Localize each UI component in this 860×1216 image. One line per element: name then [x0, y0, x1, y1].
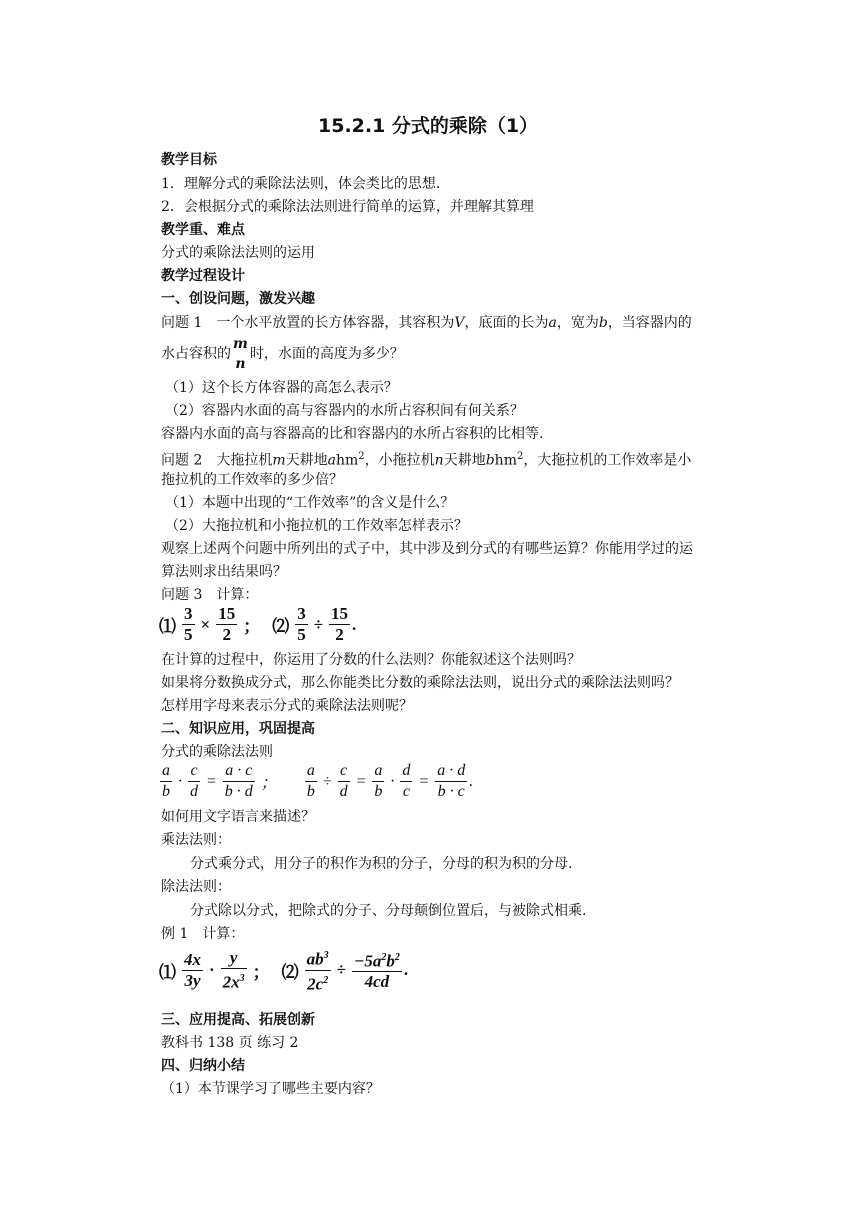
- fraction-15-2: $\frac{15}{2}$: [218, 604, 236, 644]
- exponent-2b: 2: [516, 451, 524, 462]
- rule-heading: 分式的乘除法法则: [161, 744, 273, 760]
- fraction-4x-3y: $\frac{4x}{3y}$: [184, 949, 201, 990]
- unit-hm-2: hm: [494, 452, 517, 469]
- section-1-heading: 一、创设问题，激发兴趣: [161, 291, 315, 307]
- fraction-m-over-n: m n: [233, 336, 248, 372]
- problem-3-expressions: ⑴ $\frac{3}{5}$ × $\frac{15}{2}$ ； ⑵ $\frac{3}{5}$ ÷ $\frac{15}{2}$ .: [159, 604, 357, 644]
- fraction-ab3-2c2: $\frac{ab^3}{2c^2}$: [305, 946, 331, 994]
- divide-rule-label: 除法法则：: [161, 879, 231, 895]
- question-2-1: （1）本题中出现的“工作效率”的含义是什么？: [165, 495, 455, 511]
- question-1-1: （1）这个长方体容器的高怎么表示？: [165, 380, 398, 396]
- problem-1-line-1: [161, 313, 692, 333]
- fraction-c-d-2: $\frac{c}{d}$: [339, 762, 348, 800]
- problem-2-text-e: ，大拖拉机的工作效率是小: [523, 452, 692, 469]
- problem-1-text-e: 水占容积的: [161, 346, 231, 362]
- problem-2-text-c: ，小拖拉机: [364, 452, 435, 469]
- var-b2: b: [485, 452, 495, 469]
- fraction-y-2x3: $\frac{y}{2x^3}$: [222, 947, 245, 992]
- problem-2-text-b: 天耕地: [285, 452, 328, 469]
- var-m: m: [272, 452, 286, 469]
- divide-rule-text: 分式除以分式，把除式的分子、分母颠倒位置后，与被除式相乘.: [190, 903, 587, 919]
- section-4-heading: 四、归纳小结: [161, 1058, 245, 1074]
- var-v: V: [454, 315, 465, 331]
- key-points-text: 分式的乘除法法则的运用: [161, 245, 315, 261]
- heading-key-points: 教学重、难点: [161, 222, 245, 238]
- reflection-line-2: 如果将分数换成分式，那么你能类比分数的乘除法法则，说出分式的乘除法法则吗？: [161, 675, 679, 691]
- problem-1-text-f: 时，水面的高度为多少？: [249, 346, 404, 362]
- problem-1-line-2: [161, 334, 404, 374]
- question-1-2: （2）容器内水面的高与容器内的水所占容积间有何关系？: [165, 403, 524, 419]
- problem-2-text-d: 天耕地: [443, 452, 486, 469]
- fraction-a-b-3: $\frac{a}{b}$: [374, 762, 383, 800]
- example-1-expressions: ⑴ $\frac{4x}{3y}$ · $\frac{y}{2x^3}$ ； ⑵ $\frac{ab^3}{2c^2}$ ÷ $\frac{-5a^2b^2}{4cd}$ .: [159, 947, 409, 994]
- var-n: n: [434, 452, 444, 469]
- fraction-c-d: $\frac{c}{d}$: [190, 762, 198, 800]
- problem-2-text-a: 问题 2 大拖拉机: [161, 452, 273, 469]
- reflection-line-1: 在计算的过程中，你运用了分数的什么法则？你能叙述这个法则吗？: [161, 652, 581, 668]
- example-1-heading: 例 1 计算：: [161, 926, 245, 942]
- unit-hm-1: hm: [336, 452, 359, 469]
- fraction-ad-bc: $\frac{a \cdot d}{b \cdot c}$: [437, 762, 466, 800]
- describe-question: 如何用文字语言来描述？: [161, 809, 315, 825]
- var-a2: a: [327, 452, 336, 469]
- problem-1-text-c: ，宽为: [556, 315, 599, 331]
- textbook-reference: 教科书 138 页 练习 2: [161, 1035, 299, 1051]
- problem-1-text-d: ，当容器内的: [607, 315, 692, 331]
- answer-1: 容器内水面的高与容器高的比和容器内的水所占容积的比相等.: [161, 426, 544, 442]
- problem-1-text-a: 问题 1 一个水平放置的长方体容器，其容积为: [161, 315, 455, 331]
- fraction-a-b-2: $\frac{a}{b}$: [306, 762, 315, 800]
- multiply-rule-text: 分式乘分式，用分子的积作为积的分子，分母的积为积的分母.: [190, 856, 573, 872]
- fraction-d-c: $\frac{d}{c}$: [402, 762, 411, 800]
- page-title: 15.2.1 分式的乘除（1）: [318, 115, 539, 137]
- heading-objectives: 教学目标: [161, 152, 217, 168]
- section-3-heading: 三、应用提高、拓展创新: [161, 1012, 315, 1028]
- multiply-rule-label: 乘法法则：: [161, 832, 231, 848]
- reflection-line-3: 怎样用字母来表示分式的乘除法法则呢？: [161, 698, 413, 714]
- fraction-neg5a2b2-4cd: $\frac{-5a^2b^2}{4cd}$: [352, 948, 402, 993]
- question-2-2: （2）大拖拉机和小拖拉机的工作效率怎样表示？: [165, 518, 468, 534]
- problem-1-text-b: ，底面的长为: [464, 315, 549, 331]
- section-2-heading: 二、知识应用，巩固提高: [161, 721, 315, 737]
- fraction-ac-bd: $\frac{a \cdot c}{b \cdot d}$: [224, 762, 253, 800]
- objective-1: 1．理解分式的乘除法法则，体会类比的思想.: [161, 176, 441, 192]
- observe-line-1: 观察上述两个问题中所列出的式子中，其中涉及到分式的有哪些运算？你能用学过的运: [161, 541, 693, 557]
- var-a: a: [548, 315, 557, 331]
- fraction-3-5b: $\frac{3}{5}$: [297, 604, 306, 644]
- fraction-a-b: $\frac{a}{b}$: [162, 762, 170, 800]
- fraction-3-5: $\frac{3}{5}$: [184, 604, 193, 644]
- var-b: b: [598, 315, 608, 331]
- observe-line-2: 算法则求出结果吗？: [161, 564, 287, 580]
- problem-2-line-2: 拖拉机的工作效率的多少倍？: [161, 472, 343, 488]
- objective-2: 2．会根据分式的乘除法法则进行简单的运算，并理解其算理: [161, 199, 534, 215]
- problem-2-line-1: [161, 447, 691, 471]
- heading-process: 教学过程设计: [161, 268, 245, 284]
- summary-question-1: （1）本节课学习了哪些主要内容？: [161, 1081, 380, 1097]
- problem-3-heading: 问题 3 计算：: [161, 587, 259, 603]
- fraction-15-2b: $\frac{15}{2}$: [331, 604, 349, 644]
- rule-formula: $\frac{a}{b}$ · $\frac{c}{d}$ = $\frac{a \cdot c}{b \cdot d}$ ； $\frac{a}{b}$ ÷ $\frac{c}{d}$ = $\frac{a}{b}$ · $\frac{d}{c}$ = $\frac{a \cdot d}{b \cdot c}$ .: [162, 762, 474, 800]
- exponent-2a: 2: [358, 451, 365, 462]
